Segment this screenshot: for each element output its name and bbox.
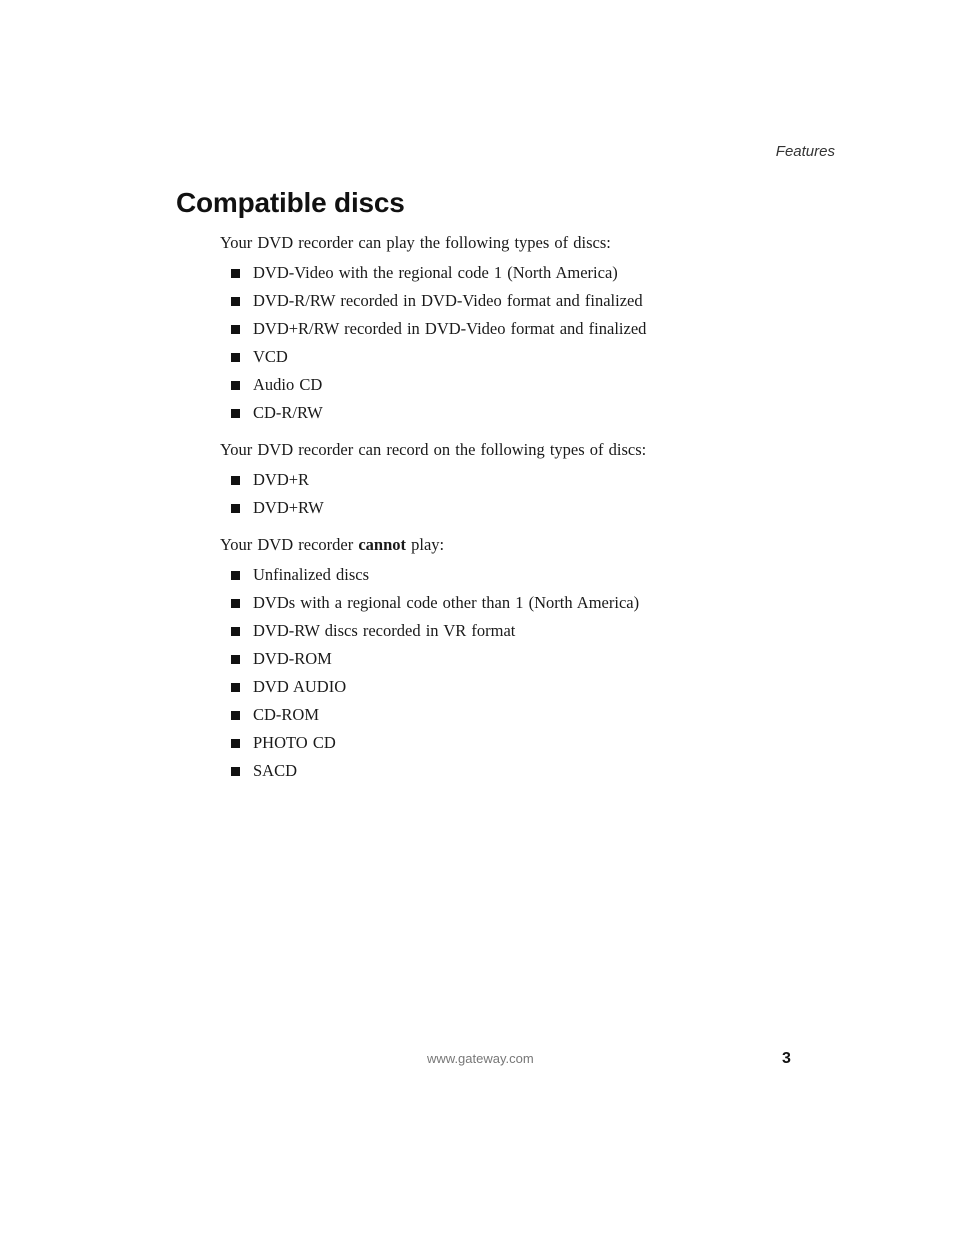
square-bullet-icon <box>231 504 240 513</box>
list-item-text: Unfinalized discs <box>253 565 370 585</box>
list-item-text: DVD+RW <box>253 498 324 518</box>
list-item-text: VCD <box>253 347 288 367</box>
list-item <box>220 729 740 757</box>
footer-url: www.gateway.com <box>427 1051 534 1066</box>
square-bullet-icon <box>231 739 240 748</box>
list-item <box>220 701 740 729</box>
square-bullet-icon <box>231 325 240 334</box>
square-bullet-icon <box>231 599 240 608</box>
list-item <box>220 757 740 785</box>
square-bullet-icon <box>231 683 240 692</box>
list-item <box>220 494 740 522</box>
list-item-text: DVD-Video with the regional code 1 (North America) <box>253 263 618 283</box>
list-item <box>220 315 740 343</box>
list-item <box>220 617 740 645</box>
cannot-intro-start: Your DVD recorder <box>220 534 359 554</box>
square-bullet-icon <box>231 476 240 485</box>
list-item-text: DVD+R <box>253 470 310 490</box>
cannot-intro-end: play: <box>406 534 445 554</box>
list-item-text: DVDs with a regional code other than 1 (North America) <box>253 593 640 613</box>
square-bullet-icon <box>231 297 240 306</box>
cannot-list <box>220 561 740 785</box>
list-item-text: PHOTO CD <box>253 733 336 753</box>
square-bullet-icon <box>231 767 240 776</box>
list-item <box>220 466 740 494</box>
list-item-text: DVD+R/RW recorded in DVD-Video format and finalized <box>253 319 647 339</box>
record-intro: Your DVD recorder can record on the following types of discs: <box>220 439 647 459</box>
list-item <box>220 673 740 701</box>
record-list <box>220 466 740 522</box>
list-item-text: Audio CD <box>253 375 323 395</box>
list-item-text: DVD AUDIO <box>253 677 347 697</box>
list-item <box>220 259 740 287</box>
list-item <box>220 399 740 427</box>
list-item <box>220 589 740 617</box>
list-item <box>220 343 740 371</box>
list-item-text: DVD-ROM <box>253 649 332 669</box>
page-title: Compatible discs <box>176 187 405 218</box>
list-item <box>220 561 740 589</box>
square-bullet-icon <box>231 381 240 390</box>
square-bullet-icon <box>231 627 240 636</box>
square-bullet-icon <box>231 655 240 664</box>
list-item-text: SACD <box>253 761 298 781</box>
play-list <box>220 259 740 427</box>
square-bullet-icon <box>231 353 240 362</box>
list-item-text: DVD-R/RW recorded in DVD-Video format and finalized <box>253 291 643 311</box>
list-item <box>220 287 740 315</box>
square-bullet-icon <box>231 409 240 418</box>
page-number: 3 <box>782 1050 791 1067</box>
cannot-emphasis: cannot <box>358 534 407 554</box>
list-item-text: CD-R/RW <box>253 403 323 423</box>
cannot-intro <box>220 532 740 557</box>
square-bullet-icon <box>231 269 240 278</box>
square-bullet-icon <box>231 711 240 720</box>
page-content <box>220 230 740 785</box>
list-item <box>220 645 740 673</box>
list-item <box>220 371 740 399</box>
list-item-text: CD-ROM <box>253 705 320 725</box>
list-item-text: DVD-RW discs recorded in VR format <box>253 621 516 641</box>
running-header: Features <box>775 143 835 160</box>
play-intro: Your DVD recorder can play the following types of discs: <box>220 232 611 252</box>
square-bullet-icon <box>231 571 240 580</box>
